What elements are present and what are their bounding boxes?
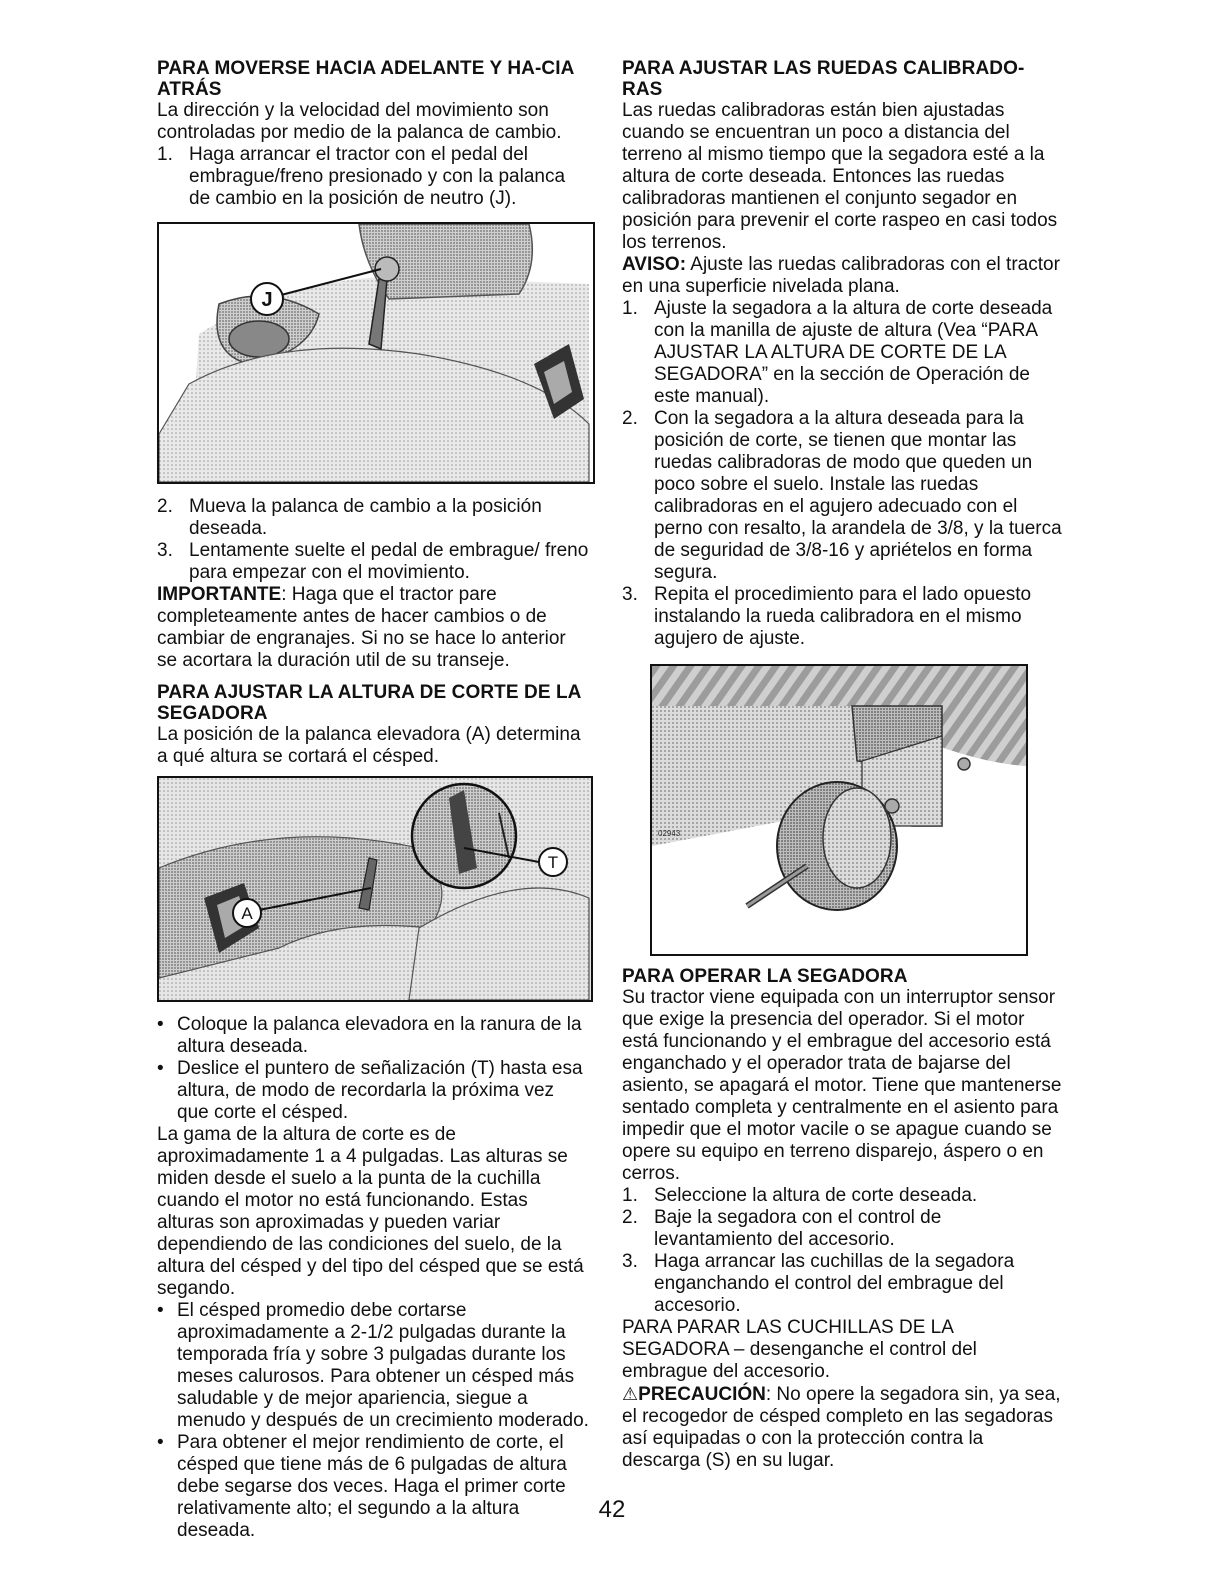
section-title-operate-mower: PARA OPERAR LA SEGADORA	[622, 966, 908, 987]
warning-icon: ⚠	[622, 1384, 639, 1404]
figure-code: 02943	[658, 829, 681, 838]
section-intro: Su tractor viene equipada con un interruptor sensor que exige la presencia del operador. Si el motor está funcionando y el embrague del accesorio está enganchado y el operador trata de bajarse del asiento, se apagará el motor. Tiene que mantenerse sentado completa y centralmente en el asiento para impedir que el motor vacile o se apague cuando se opere su equipo en terreno disparejo, áspero o en cerros.	[622, 987, 1062, 1184]
figure-lift-lever	[157, 776, 593, 1002]
list-item: • Para obtener el mejor rendimiento de corte, el césped que tiene más de 6 pulgadas de altura debe segarse dos veces. Haga el primer corte relativamente alto; el segundo a la altura deseada.	[157, 1432, 567, 1541]
right-column	[622, 58, 1062, 1472]
figure-gauge-wheel	[650, 664, 1028, 956]
section-title-forward-reverse: PARA MOVERSE HACIA ADELANTE Y HA-CIA ATRÁS	[157, 58, 574, 100]
figure-shift-lever	[157, 222, 595, 484]
step-item: 2. Mueva la palanca de cambio a la posición deseada.	[157, 496, 542, 539]
figure-label-j: J	[261, 289, 273, 311]
cut-range-text: La gama de la altura de corte es de aproximadamente 1 a 4 pulgadas. Las alturas se miden desde el suelo a la punta de la cuchilla cuando el motor no está funcionando. Estas alturas son aproximadas y pueden variar dependiendo de las condiciones del suelo, de la altura del césped y del tipo del césped que se está segando.	[157, 1124, 584, 1299]
list-item: • Deslice el puntero de señalización (T) hasta esa altura, de modo de recordarla la próxima vez que corte el césped.	[157, 1058, 583, 1123]
section-title-gauge-wheels: PARA AJUSTAR LAS RUEDAS CALIBRADO-RAS	[622, 58, 1025, 100]
step-item: 2. Baje la segadora con el control de levantamiento del accesorio.	[622, 1207, 942, 1250]
step-item: 1. Ajuste la segadora a la altura de corte deseada con la manilla de ajuste de altura (Vea “PARA AJUSTAR LA ALTURA DE CORTE DE LA SEGADORA” en la sección de Operación de este manual).	[622, 298, 1053, 407]
caution-note: ⚠PRECAUCIÓN: No opere la segadora sin, ya sea, el recogedor de césped completo en las segadoras así equipadas o con la protección contra la descarga (S) en su lugar.	[622, 1384, 1061, 1471]
figure-label-t: T	[547, 853, 559, 872]
step-item: 3. Lentamente suelte el pedal de embrague/ freno para empezar con el movimiento.	[157, 540, 589, 583]
gauge-wheel-illustration	[652, 666, 1026, 954]
left-column	[157, 58, 590, 1542]
section-title-cut-height: PARA AJUSTAR LA ALTURA DE CORTE DE LA SEGADORA	[157, 682, 581, 724]
step-item: 1. Haga arrancar el tractor con el pedal del embrague/freno presionado y con la palanca de cambio en la posición de neutro (J).	[157, 144, 566, 209]
section-intro: La dirección y la velocidad del movimiento son controladas por medio de la palanca de cambio.	[157, 100, 562, 143]
step-item: 2. Con la segadora a la altura deseada para la posición de corte, se tienen que montar las ruedas calibradoras de modo que queden un poco sobre el suelo. Instale las ruedas calibradoras en el agujero adecuado con el perno con resalto, la arandela de 3/8, y la tuerca de seguridad de 3/8-16 y apriételos en forma segura.	[622, 408, 1062, 583]
lift-lever-illustration	[159, 778, 591, 1000]
important-note: IMPORTANTE: Haga que el tractor pare completeamente antes de hacer cambios o de cambiar de engranajes. Si no se hace lo anterior se acortara la duración util de su transeje.	[157, 584, 566, 671]
list-item: • El césped promedio debe cortarse aproximadamente a 2-1/2 pulgadas durante la temporada fría y sobre 3 pulgadas durante los meses calurosos. Para obtener un césped más saludable y de mejor apariencia, siegue a menudo y después de un crecimiento moderado.	[157, 1300, 589, 1431]
aviso-note: AVISO: Ajuste las ruedas calibradoras con el tractor en una superficie nivelada plana.	[622, 254, 1060, 297]
list-item: • Coloque la palanca elevadora en la ranura de la altura deseada.	[157, 1014, 582, 1057]
section-intro: La posición de la palanca elevadora (A) determina a qué altura se cortará el césped.	[157, 724, 581, 767]
shift-lever-illustration	[159, 224, 593, 482]
figure-label-a: A	[241, 904, 253, 923]
step-item: 1. Seleccione la altura de corte deseada.	[622, 1185, 978, 1206]
stop-blades-text: PARA PARAR LAS CUCHILLAS DE LA SEGADORA – desenganche el control del embrague del accesorio.	[622, 1317, 977, 1382]
page-number: 42	[598, 1496, 626, 1523]
step-item: 3. Haga arrancar las cuchillas de la segadora enganchando el control del embrague del accesorio.	[622, 1251, 1015, 1316]
step-item: 3. Repita el procedimiento para el lado opuesto instalando la rueda calibradora en el mismo agujero de ajuste.	[622, 584, 1032, 649]
section-intro: Las ruedas calibradoras están bien ajustadas cuando se encuentran un poco a distancia del terreno al mismo tiempo que la segadora esté a la altura de corte deseada. Entonces las ruedas calibradoras mantienen el conjunto segador en posición para prevenir el corte raspeo en casi todos los terrenos.	[622, 100, 1058, 253]
